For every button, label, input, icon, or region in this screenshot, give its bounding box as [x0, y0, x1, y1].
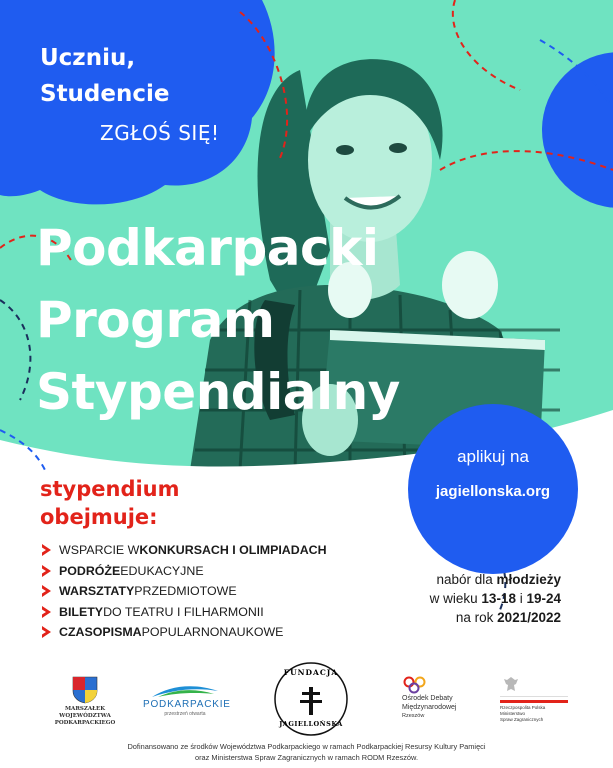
benefit-text-bold: CZASOPISMA: [59, 625, 142, 640]
osrodek-text-3: Rzeszów: [402, 713, 425, 719]
recruitment-text: nabór dla: [436, 572, 497, 587]
apply-circle: [408, 404, 578, 574]
apply-website-link[interactable]: jagiellonska.org: [435, 483, 551, 500]
chevron-right-icon: [40, 625, 53, 639]
marszalek-text-3: PODKARPACKIEGO: [54, 720, 116, 726]
marszalek-text-2: WOJEWÓDZTWA: [59, 713, 111, 719]
recruitment-bold: 2021/2022: [497, 610, 561, 625]
scholarship-heading-2: obejmuje:: [40, 505, 158, 529]
chevron-right-icon: [40, 564, 53, 578]
benefit-text-bold: BILETY: [59, 604, 104, 619]
msz-logo: [500, 676, 575, 723]
recruitment-line-2: [430, 589, 561, 608]
recruitment-bold: młodzieży: [496, 572, 561, 587]
benefit-text-post: EDUKACYJNE: [120, 563, 204, 578]
benefit-text-bold: WARSZTATY: [59, 584, 135, 599]
osrodek-text-1: Ośrodek Debaty: [402, 695, 453, 702]
benefit-item: [40, 540, 327, 561]
apply-label: aplikuj na: [457, 447, 529, 466]
fundacja-jagiellonska-logo: [273, 661, 349, 737]
cloud-line-3: ZGŁOŚ SIĘ!: [100, 121, 220, 145]
benefit-item: [40, 581, 327, 602]
flag-red-stripe: [500, 700, 568, 703]
cloud-line-2: Studencie: [40, 81, 170, 107]
osrodek-debaty-logo: [402, 676, 482, 720]
benefit-text-post: POPULARNONAUKOWE: [141, 625, 284, 640]
benefit-text-bold: PODRÓŻE: [59, 563, 121, 578]
scholarship-heading-1: stypendium: [40, 477, 180, 501]
recruitment-line-3: [430, 608, 561, 627]
chevron-right-icon: [40, 584, 53, 598]
title-line-2: Program: [36, 291, 275, 349]
coat-of-arms-icon: [72, 676, 98, 704]
recruitment-bold: 13-18: [481, 591, 516, 606]
benefit-text-bold: KONKURSACH I OLIMPIADACH: [139, 543, 327, 558]
eagle-emblem-icon: [503, 676, 519, 694]
osrodek-text-2: Międzynarodowej: [402, 704, 457, 711]
benefit-item: [40, 561, 327, 582]
podkarpackie-logo: [143, 683, 231, 718]
msz-text-3: Spraw Zagranicznych: [500, 717, 544, 722]
benefits-list: [40, 540, 327, 643]
marszalek-logo: [40, 676, 130, 727]
podkarpackie-wave-icon: [150, 683, 220, 699]
chevron-right-icon: [40, 605, 53, 619]
benefit-item: [40, 622, 327, 643]
podkarpackie-text: PODKARPACKIE: [143, 699, 231, 710]
benefit-text-post: PRZEDMIOTOWE: [134, 584, 237, 599]
recruitment-bold: 19-24: [526, 591, 561, 606]
recruitment-text: na rok: [455, 610, 498, 625]
title-line-1: Podkarpacki: [36, 219, 379, 277]
marszalek-text-1: MARSZAŁEK: [64, 706, 106, 712]
benefit-text-post: DO TEATRU I FILHARMONII: [103, 604, 264, 619]
fundacja-text-top: FUNDACJA: [283, 668, 339, 677]
recruitment-text: w wieku: [429, 591, 482, 606]
footer-line-1: Dofinansowano ze środków Województwa Podkarpackiego w ramach Podkarpackiej Resursy Kultury Pamięci: [127, 742, 486, 751]
osrodek-rings-icon: [402, 676, 430, 694]
chevron-right-icon: [40, 543, 53, 557]
recruitment-line-1: [430, 570, 561, 589]
recruitment-text: i: [515, 591, 527, 606]
benefit-item: [40, 602, 327, 623]
recruitment-info: [430, 570, 561, 627]
podkarpackie-subtext: przestrzeń otwarta: [164, 711, 206, 717]
msz-text-2: Ministerstwo: [500, 711, 526, 716]
benefit-text-pre: WSPARCIE W: [59, 543, 140, 558]
fundacja-text-bottom: JAGIELLOŃSKA: [279, 720, 343, 728]
msz-text-1: Rzeczpospolita Polska: [500, 705, 546, 710]
title-line-3: Stypendialny: [36, 363, 400, 421]
cloud-line-1: Uczniu,: [40, 45, 136, 71]
footer-line-2: oraz Ministerstwa Spraw Zagranicznych w ramach RODM Rzeszów.: [194, 753, 418, 762]
